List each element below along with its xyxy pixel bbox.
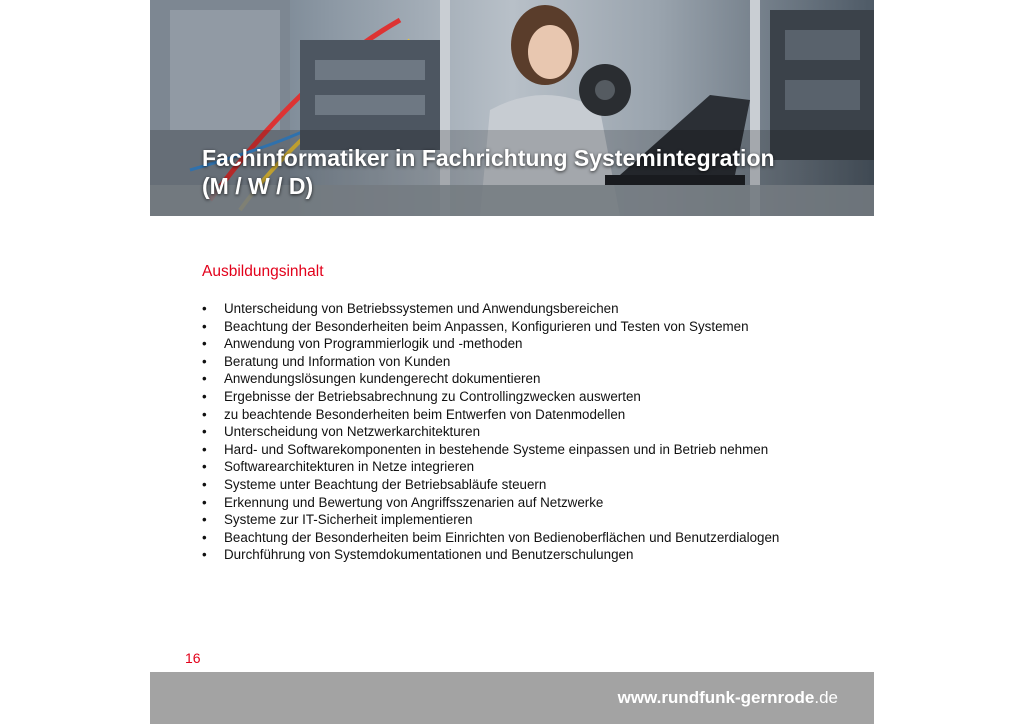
training-content-list bbox=[202, 300, 822, 564]
section-title: Ausbildungsinhalt bbox=[202, 263, 324, 280]
list-item: • Anwendungslösungen kundengerecht dokumentieren bbox=[202, 370, 822, 388]
hero-title-line-2: (M / W / D) bbox=[202, 173, 314, 199]
list-item: • Ergebnisse der Betriebsabrechnung zu Controllingzwecken auswerten bbox=[202, 388, 822, 406]
list-item: • Softwarearchitekturen in Netze integrieren bbox=[202, 458, 822, 476]
list-item: • Hard- und Softwarekomponenten in bestehende Systeme einpassen und in Betrieb nehmen bbox=[202, 441, 822, 459]
list-item: • Systeme zur IT-Sicherheit implementieren bbox=[202, 511, 822, 529]
list-item: • Beachtung der Besonderheiten beim Einrichten von Bedienoberflächen und Benutzerdialogen bbox=[202, 529, 822, 547]
list-item: • Beratung und Information von Kunden bbox=[202, 353, 822, 371]
website-link[interactable] bbox=[618, 688, 838, 708]
website-domain: www.rundfunk-gernrode bbox=[617, 688, 815, 707]
hero-photo bbox=[150, 0, 874, 216]
footer-band bbox=[150, 672, 874, 724]
list-item: • Erkennung und Bewertung von Angriffsszenarien auf Netzwerke bbox=[202, 494, 822, 512]
list-item: • zu beachtende Besonderheiten beim Entwerfen von Datenmodellen bbox=[202, 406, 822, 424]
list-item: • Unterscheidung von Betriebssystemen und Anwendungsbereichen bbox=[202, 300, 822, 318]
hero-title bbox=[202, 144, 775, 200]
hero-title-line-1: Fachinformatiker in Fachrichtung Systemintegration bbox=[202, 145, 775, 171]
list-item: • Anwendung von Programmierlogik und -methoden bbox=[202, 335, 822, 353]
website-tld: .de bbox=[814, 688, 838, 707]
list-item: • Systeme unter Beachtung der Betriebsabläufe steuern bbox=[202, 476, 822, 494]
list-item: • Beachtung der Besonderheiten beim Anpassen, Konfigurieren und Testen von Systemen bbox=[202, 318, 822, 336]
page-number: 16 bbox=[185, 650, 201, 666]
list-item: • Durchführung von Systemdokumentationen und Benutzerschulungen bbox=[202, 546, 822, 564]
list-item: • Unterscheidung von Netzwerkarchitekturen bbox=[202, 423, 822, 441]
